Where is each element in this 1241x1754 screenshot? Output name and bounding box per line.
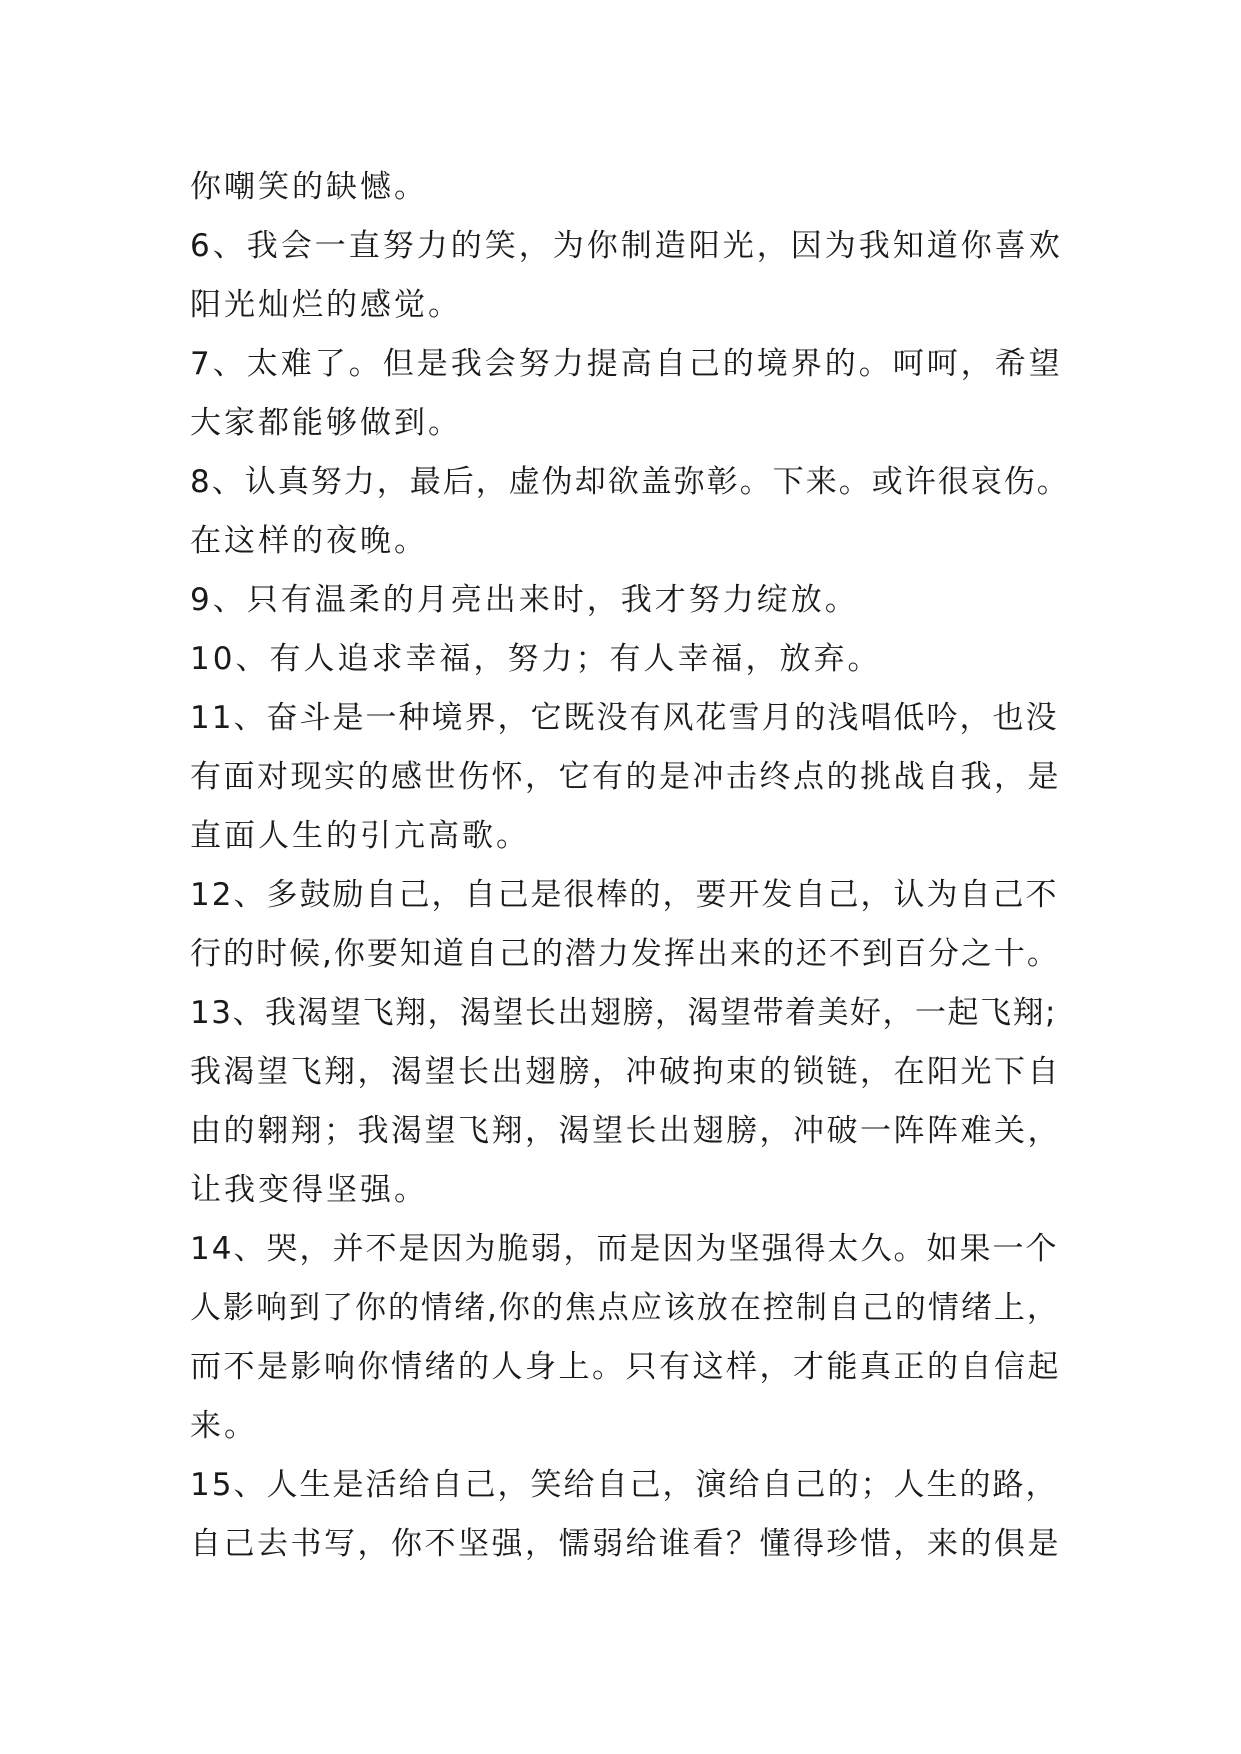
text-line: 让我变得坚强。 <box>190 1172 428 1208</box>
text-line: 行的时候,你要知道自己的潜力发挥出来的还不到百分之十。 <box>190 936 1060 972</box>
text-line: 在这样的夜晚。 <box>190 523 428 559</box>
text-line: 来。 <box>190 1408 258 1444</box>
text-line: 8、认真努力，最后，虚伪却欲盖弥彰。下来。或许很哀伤。 <box>190 464 1070 500</box>
text-line: 阳光灿烂的感觉。 <box>190 287 462 323</box>
text-line: 你嘲笑的缺憾。 <box>190 169 428 205</box>
text-line: 11、奋斗是一种境界，它既没有风花雪月的浅唱低吟，也没 <box>190 700 1059 736</box>
text-line: 10、有人追求幸福，努力；有人幸福，放弃。 <box>190 641 882 677</box>
text-line: 15、人生是活给自己，笑给自己，演给自己的；人生的路， <box>190 1467 1059 1503</box>
text-line: 自己去书写，你不坚强，懦弱给谁看？懂得珍惜，来的俱是 <box>190 1526 1061 1562</box>
text-line: 9、只有温柔的月亮出来时，我才努力绽放。 <box>190 582 859 618</box>
text-line: 6、我会一直努力的笑，为你制造阳光，因为我知道你喜欢 <box>190 228 1063 264</box>
text-line: 直面人生的引亢高歌。 <box>190 818 530 854</box>
text-line: 有面对现实的感世伤怀，它有的是冲击终点的挑战自我，是 <box>190 759 1061 795</box>
text-line: 14、哭，并不是因为脆弱，而是因为坚强得太久。如果一个 <box>190 1231 1059 1267</box>
text-line: 大家都能够做到。 <box>190 405 462 441</box>
text-line: 我渴望飞翔，渴望长出翅膀，冲破拘束的锁链，在阳光下自 <box>190 1054 1061 1090</box>
text-line: 而不是影响你情绪的人身上。只有这样，才能真正的自信起 <box>190 1349 1061 1385</box>
text-line: 7、太难了。但是我会努力提高自己的境界的。呵呵，希望 <box>190 346 1063 382</box>
text-line: 人影响到了你的情绪,你的焦点应该放在控制自己的情绪上， <box>190 1290 1060 1326</box>
document-body <box>190 158 1070 1574</box>
text-line: 由的翱翔；我渴望飞翔，渴望长出翅膀，冲破一阵阵难关， <box>190 1113 1061 1149</box>
text-line: 13、我渴望飞翔，渴望长出翅膀，渴望带着美好，一起飞翔; <box>190 995 1057 1031</box>
text-line: 12、多鼓励自己，自己是很棒的，要开发自己，认为自己不 <box>190 877 1059 913</box>
